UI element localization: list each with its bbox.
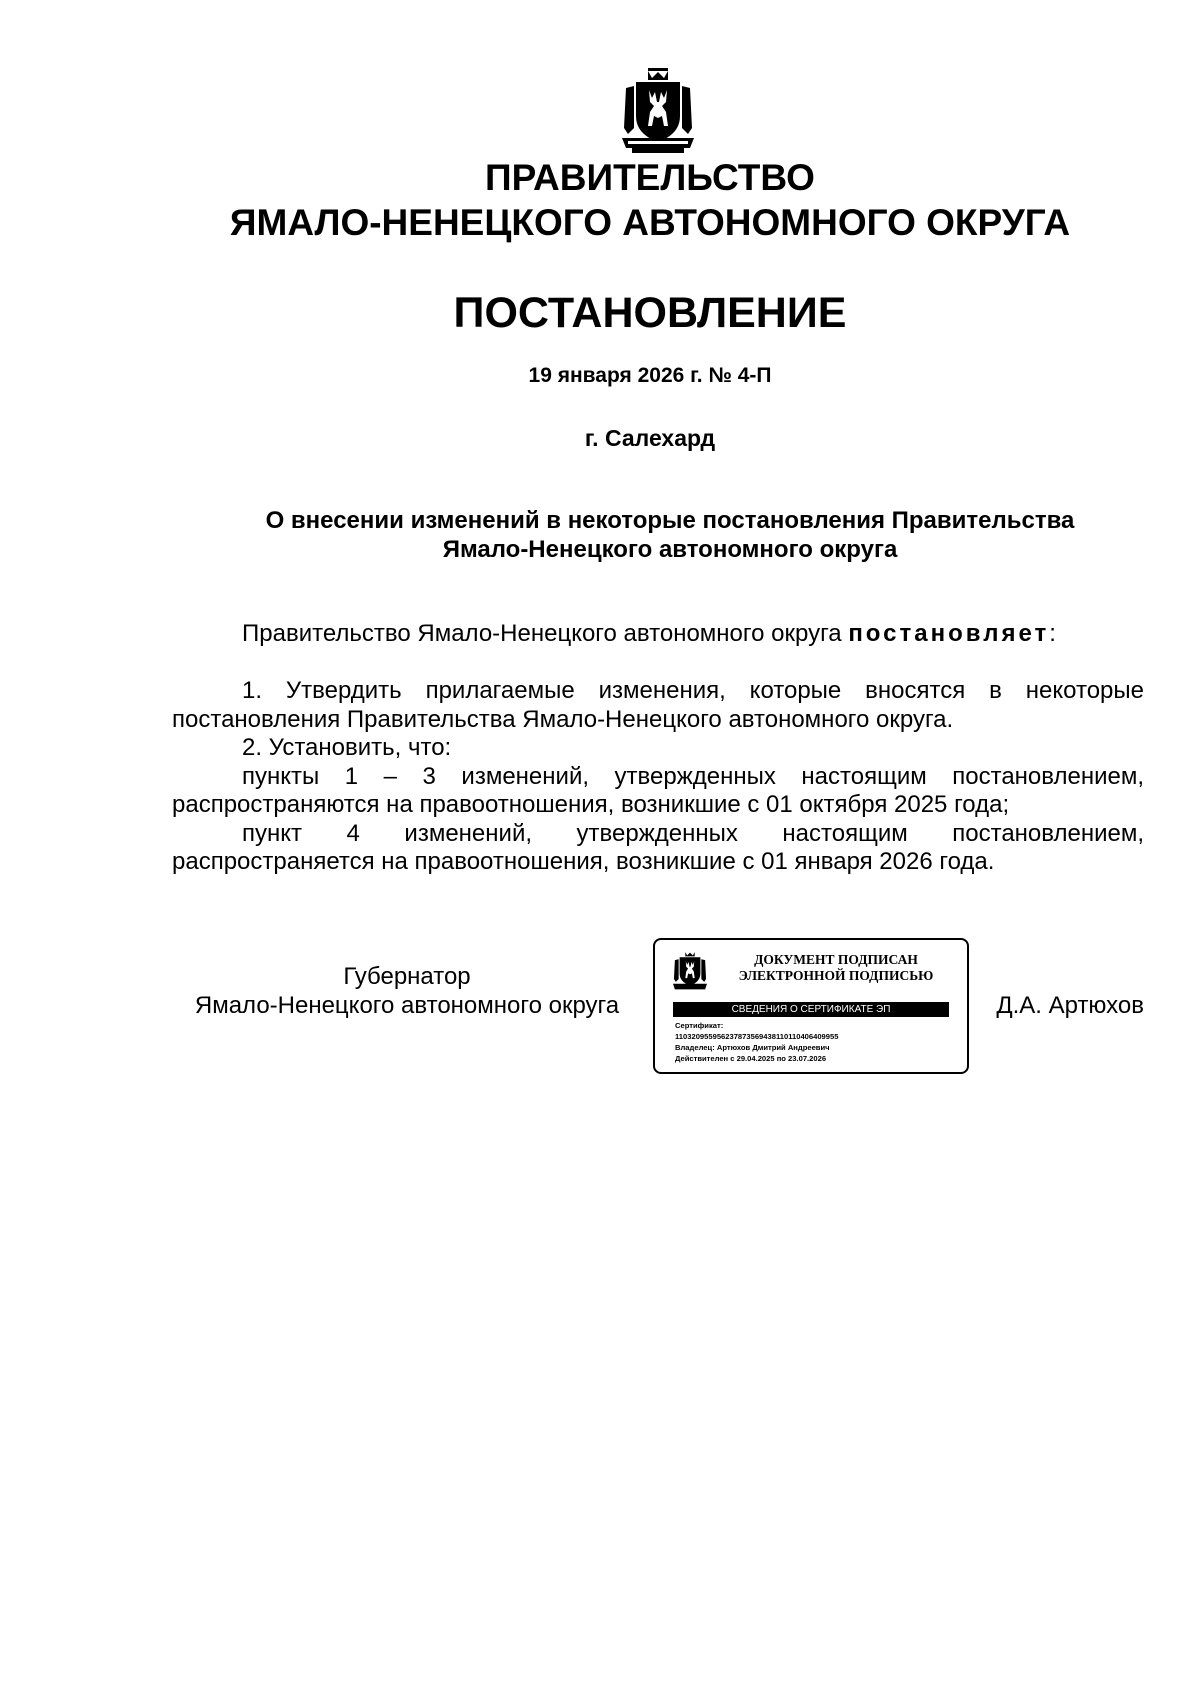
decree-item-1: 1. Утвердить прилагаемые изменения, которые вносятся в некоторые постановления Правительства Ямало-Ненецкого автономного округа. — [172, 677, 1144, 733]
signatory-title-line1: Губернатор — [343, 963, 471, 990]
intro-paragraph — [172, 620, 1144, 649]
decree-item-2b: пункт 4 изменений, утвержденных настоящим постановлением, распространяется на правоотношения, возникшие с 01 января 2026 года. — [172, 819, 1144, 875]
signatory-title-line2: Ямало-Ненецкого автономного округа — [194, 992, 620, 1019]
stamp-cert-label: Сертификат: — [675, 1021, 724, 1030]
stamp-heading-line2: ЭЛЕКТРОННОЙ ПОДПИСЬЮ — [738, 968, 934, 983]
signatory-title — [172, 962, 642, 1020]
intro-decree-word: постановляет — [848, 620, 1050, 647]
subject-line1: О внесении изменений в некоторые постановления Правительства — [265, 507, 1075, 534]
stamp-emblem-icon — [673, 950, 707, 992]
document-type-heading: ПОСТАНОВЛЕНИЕ — [453, 289, 847, 337]
organization-name-line2: ЯМАЛО-НЕНЕЦКОГО АВТОНОМНОГО ОКРУГА — [229, 202, 1071, 243]
decree-items — [172, 677, 1144, 877]
signatory-name: Д.А. Артюхов — [996, 992, 1144, 1019]
document-date-number: 19 января 2026 г. № 4-П — [528, 364, 772, 387]
decree-item-2a: пункты 1 – 3 изменений, утвержденных настоящим постановлением, распространяются на правоотношения, возникшие с 01 октября 2025 года; — [172, 762, 1144, 818]
electronic-signature-stamp — [653, 938, 969, 1074]
document-city: г. Салехард — [584, 425, 716, 451]
stamp-cert-number: 110320955956237873569438110110406409955 — [675, 1032, 839, 1041]
stamp-owner: Владелец: Артюхов Дмитрий Андреевич — [675, 1043, 830, 1052]
stamp-certificate-bar: СВЕДЕНИЯ О СЕРТИФИКАТЕ ЭП — [673, 1002, 949, 1017]
coat-of-arms-emblem — [622, 68, 694, 154]
stamp-heading-line1: ДОКУМЕНТ ПОДПИСАН — [754, 952, 918, 967]
subject-line2: Ямало-Ненецкого автономного округа — [442, 536, 898, 563]
intro-colon: : — [1049, 620, 1056, 647]
stamp-validity: Действителен с 29.04.2025 по 23.07.2026 — [675, 1054, 827, 1063]
document-subject — [160, 506, 1180, 564]
stamp-certificate-details — [675, 1020, 960, 1064]
organization-name-line1: ПРАВИТЕЛЬСТВО — [485, 157, 815, 198]
intro-text: Правительство Ямало-Ненецкого автономного округа — [242, 620, 842, 647]
stamp-heading — [711, 952, 961, 984]
decree-item-2: 2. Установить, что: — [242, 734, 452, 761]
